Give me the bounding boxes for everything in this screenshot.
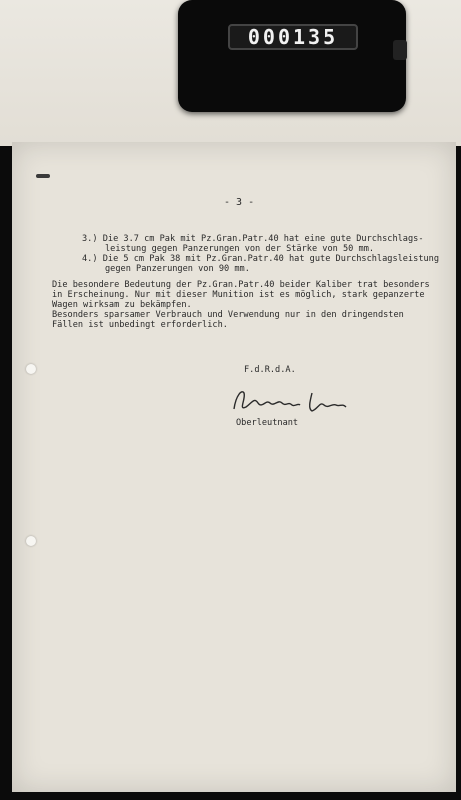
ink-mark (36, 174, 50, 178)
signoff-rank: Oberleutnant (236, 418, 299, 428)
paragraph-line-4: Besonders sparsamer Verbrauch und Verwendung nur in den dringendsten (52, 310, 404, 320)
frame-number: 000135 (228, 24, 358, 50)
item-3-text: Die 3.7 cm Pak mit Pz.Gran.Patr.40 hat eine gute Durchschlags- (102, 234, 424, 244)
counter-tab (393, 40, 407, 60)
item-4-line1 (82, 254, 439, 264)
item-4-label: 4.) (82, 254, 98, 264)
item-3-label: 3.) (82, 234, 98, 244)
item-4-line2: gegen Panzerungen von 90 mm. (105, 264, 250, 274)
page-number: - 3 - (224, 197, 255, 208)
paragraph-line-3: Wagen wirksam zu bekämpfen. (52, 300, 192, 310)
punch-hole-top (26, 364, 36, 374)
item-3-line2: leistung gegen Panzerungen von der Stärke von 50 mm. (105, 244, 375, 254)
paragraph-line-5: Fällen ist unbedingt erforderlich. (52, 320, 228, 330)
paragraph-line-2: in Erscheinung. Nur mit dieser Munition ist es möglich, stark gepanzerte (52, 290, 425, 300)
handwritten-signature (228, 385, 352, 419)
paragraph-line-1: Die besondere Bedeutung der Pz.Gran.Patr.40 beider Kaliber trat besonders (52, 280, 430, 290)
frame-counter (178, 0, 406, 112)
item-3-line1 (82, 234, 424, 244)
signoff-abbr: F.d.R.d.A. (244, 365, 296, 375)
punch-hole-bottom (26, 536, 36, 546)
item-4-text: Die 5 cm Pak 38 mit Pz.Gran.Patr.40 hat gute Durchschlagsleistung (102, 254, 440, 264)
